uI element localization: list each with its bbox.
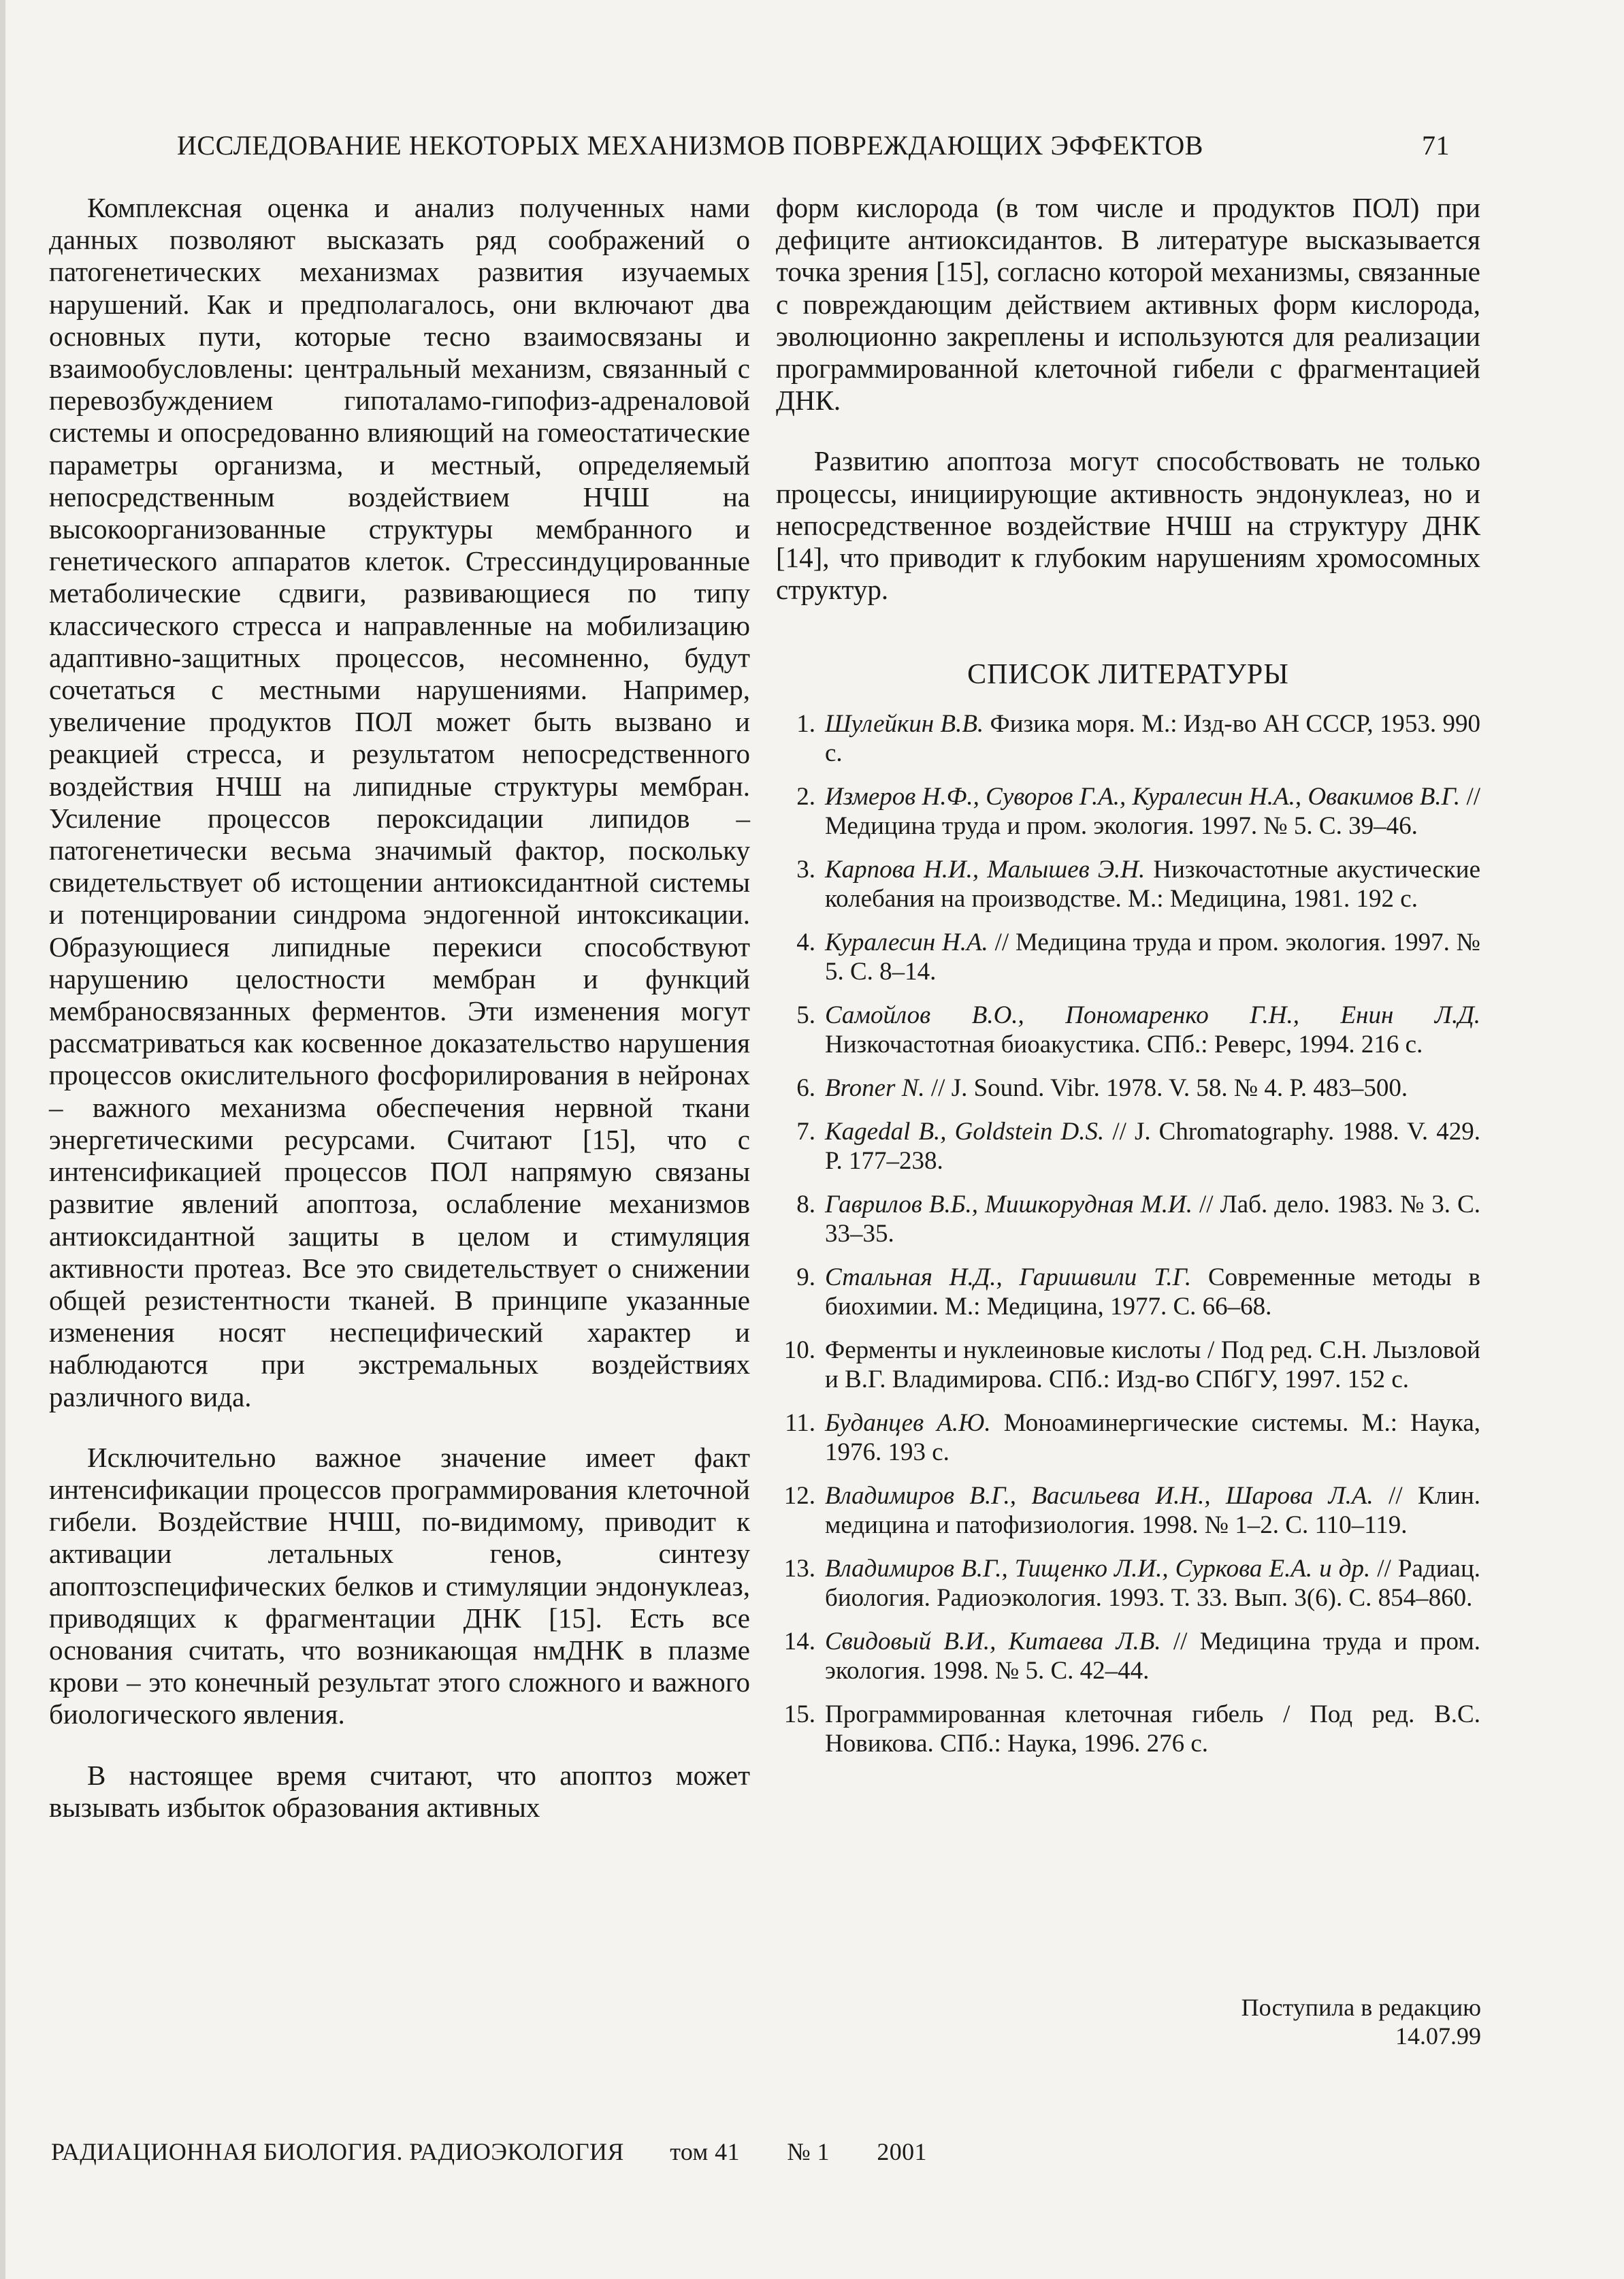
page-footer <box>51 2137 927 2166</box>
reference-number: 14. <box>783 1627 815 1655</box>
reference-source: // Радиац. биология. Радиоэкология. 1993. Т. 33. Вып. 3(6). С. 854–860. <box>825 1554 1480 1612</box>
reference-source: // J. Chromatography. 1988. V. 429. P. 177–238. <box>825 1117 1480 1175</box>
left-column <box>49 192 750 1852</box>
paragraph: Развитию апоптоза могут способствовать не только процессы, инициирующие активность эндонуклеаз, но и непосредственное воздействие НЧШ на структуру ДНК [14], что приводит к глубоким нарушениям хромосомных структур. <box>776 445 1480 606</box>
reference-authors: Broner N. <box>825 1073 925 1102</box>
reference-item <box>776 928 1480 986</box>
reference-item <box>776 782 1480 841</box>
journal-name: РАДИАЦИОННАЯ БИОЛОГИЯ. РАДИОЭКОЛОГИЯ <box>51 2138 624 2165</box>
reference-number: 9. <box>796 1263 815 1291</box>
received-date: 14.07.99 <box>1395 2022 1481 2050</box>
reference-source: // Медицина труда и пром. экология. 1997. № 5. С. 39–46. <box>825 782 1480 840</box>
reference-item <box>776 1190 1480 1248</box>
reference-source: Ферменты и нуклеиновые кислоты / Под ред. С.Н. Лызловой и В.Г. Владимирова. СПб.: Изд-во СПбГУ, 1997. 152 с. <box>825 1336 1480 1393</box>
received-note <box>1241 1993 1481 2050</box>
reference-number: 4. <box>796 928 815 956</box>
reference-authors: Kagedal B., Goldstein D.S. <box>825 1117 1105 1146</box>
right-column <box>776 192 1480 1773</box>
reference-item <box>776 1627 1480 1685</box>
reference-number: 12. <box>783 1481 815 1510</box>
reference-item <box>776 1554 1480 1613</box>
reference-source: // Клин. медицина и патофизиология. 1998. № 1–2. С. 110–119. <box>825 1481 1480 1539</box>
reference-number: 8. <box>796 1190 815 1218</box>
reference-authors: Владимиров В.Г., Васильева И.Н., Шарова Л.А. <box>825 1481 1374 1510</box>
reference-number: 1. <box>796 709 815 738</box>
reference-source: Низкочастотные акустические колебания на производстве. М.: Медицина, 1981. 192 с. <box>825 855 1480 913</box>
paragraph: Комплексная оценка и анализ полученных нами данных позволяют высказать ряд соображений о патогенетических механизмах развития изучаемых нарушений. Как и предполагалось, они включают два основных пути, которые тесно взаимосвязаны и взаимообусловлены: центральный механизм, связанный с перевозбуждением гипоталамо-гипофиз-адреналовой системы и опосредованно влияющий на гомеостатические параметры организма, и местный, определяемый непосредственным воздействием НЧШ на высокоорганизованные структуры мембранного и генетического аппаратов клеток. Стрессиндуцированные метаболические сдвиги, развивающиеся по типу классического стресса и направленные на мобилизацию адаптивно-защитных процессов, несомненно, будут сочетаться с местными нарушениями. Например, увеличение продуктов ПОЛ может быть вызвано и реакцией стресса, и результатом непосредственного воздействия НЧШ на липидные структуры мембран. Усиление процессов пероксидации липидов – патогенетически весьма значимый фактор, поскольку свидетельствует об истощении антиоксидантной системы и потенцировании синдрома эндогенной интоксикации. Образующиеся липидные перекиси способствуют нарушению целостности мембран и функций мембраносвязанных ферментов. Эти изменения могут рассматриваться как косвенное доказательство нарушения процессов окислительного фосфорилирования в нейронах – важного механизма обеспечения нервной ткани энергетическими ресурсами. Считают [15], что с интенсификацией процессов ПОЛ напрямую связаны развитие явлений апоптоза, ослабление механизмов антиоксидантной защиты в целом и стимуляция активности протеаз. Все это свидетельствует о снижении общей резистентности тканей. В принципе указанные изменения носят неспецифический характер и наблюдаются при экстремальных воздействиях различного вида. <box>49 192 750 1412</box>
reference-authors: Шулейкин В.В. <box>825 709 984 738</box>
reference-authors: Карпова Н.И., Малышев Э.Н. <box>825 855 1146 884</box>
paragraph: В настоящее время считают, что апоптоз может вызывать избыток образования активных <box>49 1759 750 1823</box>
journal-year: 2001 <box>877 2138 927 2165</box>
journal-volume: том 41 <box>670 2138 740 2165</box>
paragraph: форм кислорода (в том числе и продуктов ПОЛ) при дефиците антиоксидантов. В литературе высказывается точка зрения [15], согласно которой механизмы, связанные с повреждающим действием активных форм кислорода, эволюционно закреплены и используются для реализации программированной клеточной гибели с фрагментацией ДНК. <box>776 192 1480 417</box>
reference-item <box>776 1117 1480 1176</box>
reference-number: 3. <box>796 855 815 884</box>
reference-authors: Измеров Н.Ф., Суворов Г.А., Куралесин Н.А., Овакимов В.Г. <box>825 782 1461 811</box>
reference-source: // Лаб. дело. 1983. № 3. С. 33–35. <box>825 1190 1480 1248</box>
reference-number: 11. <box>785 1408 815 1437</box>
reference-item <box>776 855 1480 914</box>
reference-number: 13. <box>783 1554 815 1583</box>
reference-item <box>776 1336 1480 1394</box>
reference-number: 2. <box>796 782 815 811</box>
journal-issue: № 1 <box>787 2138 830 2165</box>
reference-number: 6. <box>796 1073 815 1102</box>
reference-list <box>776 709 1480 1758</box>
reference-authors: Буданцев А.Ю. <box>825 1408 991 1437</box>
reference-item <box>776 709 1480 768</box>
reference-number: 5. <box>796 1001 815 1029</box>
reference-item <box>776 1263 1480 1321</box>
reference-authors: Стальная Н.Д., Гаришвили Т.Г. <box>825 1263 1192 1291</box>
page-number: 71 <box>1422 130 1450 161</box>
reference-source: // J. Sound. Vibr. 1978. V. 58. № 4. P. 483–500. <box>924 1073 1408 1102</box>
reference-number: 15. <box>783 1700 815 1728</box>
reference-authors: Гаврилов В.Б., Мишкорудная М.И. <box>825 1190 1192 1218</box>
reference-authors: Куралесин Н.А. <box>825 928 988 956</box>
reference-item <box>776 1481 1480 1540</box>
running-head-title: ИССЛЕДОВАНИЕ НЕКОТОРЫХ МЕХАНИЗМОВ ПОВРЕЖДАЮЩИХ ЭФФЕКТОВ <box>177 130 1203 161</box>
received-label: Поступила в редакцию <box>1241 1994 1481 2021</box>
reference-authors: Самойлов В.О., Пономаренко Г.Н., Енин Л.Д. <box>825 1001 1480 1029</box>
reference-source: Современные методы в биохимии. М.: Медицина, 1977. С. 66–68. <box>825 1263 1480 1321</box>
reference-number: 10. <box>783 1336 815 1364</box>
reference-source: Физика моря. М.: Изд-во АН СССР, 1953. 990 с. <box>825 709 1480 767</box>
reference-item <box>776 1073 1480 1103</box>
reference-item <box>776 1408 1480 1467</box>
reference-authors: Владимиров В.Г., Тищенко Л.И., Суркова Е.А. и др. <box>825 1554 1371 1583</box>
reference-source: Низкочастотная биоакустика. СПб.: Реверс, 1994. 216 с. <box>825 1030 1423 1058</box>
reference-source: Моноаминергические системы. М.: Наука, 1976. 193 с. <box>825 1408 1480 1466</box>
references-title: СПИСОК ЛИТЕРАТУРЫ <box>967 659 1289 691</box>
reference-source: // Медицина труда и пром. экология. 1998. № 5. С. 42–44. <box>825 1627 1480 1685</box>
paragraph: Исключительно важное значение имеет факт интенсификации процессов программирования клеточной гибели. Воздействие НЧШ, по-видимому, приводит к активации летальных генов, синтезу апоптозспецифических белков и стимуляции эндонуклеаз, приводящих к фрагментации ДНК [15]. Есть все основания считать, что возникающая нмДНК в плазме крови – это конечный результат этого сложного и важного биологического явления. <box>49 1441 750 1730</box>
reference-number: 7. <box>796 1117 815 1146</box>
reference-item <box>776 1001 1480 1059</box>
reference-item <box>776 1700 1480 1758</box>
reference-source: // Медицина труда и пром. экология. 1997. № 5. С. 8–14. <box>825 928 1480 986</box>
reference-source: Программированная клеточная гибель / Под ред. В.С. Новикова. СПб.: Наука, 1996. 276 с. <box>825 1700 1480 1758</box>
reference-authors: Свидовый В.И., Китаева Л.В. <box>825 1627 1161 1655</box>
